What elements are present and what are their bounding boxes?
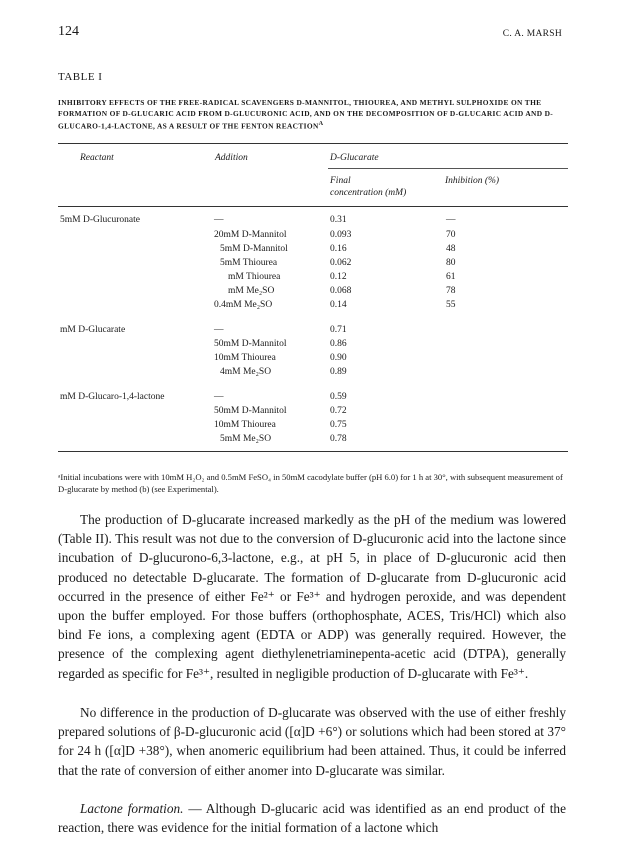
addition-cell: 5mM Thiourea <box>220 258 278 268</box>
addition-cell: 50mM D-Mannitol <box>214 339 287 349</box>
inhib-cell: 48 <box>446 244 456 254</box>
table-bottom-rule <box>58 451 568 452</box>
addition-cell: 5mM Me₂SO <box>220 434 272 444</box>
addition-cell: — <box>214 215 224 225</box>
reactant-label: mM D-Glucaro-1,4-lactone <box>60 392 165 402</box>
conc-cell: 0.86 <box>330 339 347 349</box>
column-header-final-1: Final <box>330 176 351 186</box>
conc-cell: 0.72 <box>330 406 347 416</box>
body-paragraph-2: No difference in the production of D-glucarate was observed with the use of either freshly prepared solutions of β-D-glucuronic acid ([α]D +6°) or solutions which had been stored at 37° for 24 h ([α]D +38°), when anomeric equilibrium had been attained. Thus, it could be inferred that the rate of conversion of either anomer into D-glucarate was similar. <box>58 705 566 778</box>
header-bottom-rule <box>58 206 568 207</box>
conc-cell: 0.093 <box>330 230 352 240</box>
conc-cell: 0.068 <box>330 286 352 296</box>
addition-cell: 0.4mM Me₂SO <box>214 300 273 310</box>
conc-cell: 0.12 <box>330 272 347 282</box>
addition-cell: — <box>214 392 224 402</box>
section-heading: Lactone formation. <box>80 801 184 816</box>
addition-cell: — <box>214 325 224 335</box>
table-caption <box>58 97 568 131</box>
conc-cell: 0.31 <box>330 215 347 225</box>
conc-cell: 0.89 <box>330 367 347 377</box>
table-caption-mark: A <box>318 121 324 127</box>
inhib-cell: — <box>446 215 456 225</box>
conc-cell: 0.71 <box>330 325 347 335</box>
conc-cell: 0.78 <box>330 434 347 444</box>
inhib-cell: 80 <box>446 258 456 268</box>
body-paragraph-1: The production of D-glucarate increased markedly as the pH of the medium was lowered (Table II). This result was not due to the conversion of D-glucuronic acid into the lactone since incubation of D-glucurono-6,3-lactone, e.g., at pH 5, in place of D-glucuronic acid then produced no detectable D-glucarate. The formation of D-glucarate from D-glucuronic acid occurred in the presence of either Fe²⁺ or Fe³⁺ and hydrogen peroxide, and was dependent upon the buffer employed. For those buffers (orthophosphate, ACES, Tris/HCl) which also bind Fe ions, a complexing agent (EDTA or ADP) was generally required. However, the presence of the complexing agent diethylenetriaminepenta-acetic acid (DTPA), generally regarded as specific for Fe³⁺, resulted in negligible production of D-glucarate with Fe³⁺. <box>58 512 566 681</box>
addition-cell: mM Thiourea <box>228 272 281 282</box>
reactant-label: mM D-Glucarate <box>60 325 126 335</box>
inhib-cell: 70 <box>446 230 456 240</box>
conc-cell: 0.75 <box>330 420 347 430</box>
body-paragraph-3 <box>58 799 566 837</box>
conc-cell: 0.90 <box>330 353 347 363</box>
column-header-final-2: concentration (mM) <box>330 188 407 198</box>
column-header-addition: Addition <box>215 153 248 163</box>
addition-cell: 10mM Thiourea <box>214 420 276 430</box>
column-header-glucarate: D-Glucarate <box>330 153 379 163</box>
running-head: C. A. MARSH <box>502 29 562 39</box>
spanner-rule <box>328 168 568 169</box>
conc-cell: 0.16 <box>330 244 347 254</box>
reactant-label: 5mM D-Glucuronate <box>60 215 140 225</box>
table-caption-text: INHIBITORY EFFECTS OF THE FREE-RADICAL SCAVENGERS D-MANNITOL, THIOUREA, AND METHYL SULPHOXIDE ON THE FORMATION OF D-GLUCARIC ACID FROM D-GLUCURONIC ACID, AND ON THE DECOMPOSITION OF D-GLUCARIC ACID AND D-GLUCARO-1,4-LACTONE, AS A RESULT OF THE FENTON REACTION <box>58 98 554 131</box>
addition-cell: 10mM Thiourea <box>214 353 276 363</box>
column-header-reactant: Reactant <box>80 153 114 163</box>
table-label: TABLE I <box>58 71 103 83</box>
addition-cell: mM Me₂SO <box>228 286 275 296</box>
addition-cell: 50mM D-Mannitol <box>214 406 287 416</box>
column-header-inhibition: Inhibition (%) <box>445 176 500 186</box>
page-number: 124 <box>58 24 79 39</box>
inhib-cell: 55 <box>446 300 456 310</box>
conc-cell: 0.062 <box>330 258 352 268</box>
addition-cell: 20mM D-Mannitol <box>214 230 287 240</box>
conc-cell: 0.14 <box>330 300 347 310</box>
table-footnote: ᵃInitial incubations were with 10mM H₂O₂ and 0.5mM FeSO₄ in 50mM cacodylate buffer (pH 6.0) for 1 h at 30°, with subsequent measurement of D-glucarate by method (b) (see Experimental). <box>58 472 563 494</box>
body-paragraph-3-text: — Although D-glucaric acid was identified as an end product of the reaction, there was evidence for the initial formation of a lactone which <box>58 801 566 836</box>
inhib-cell: 78 <box>446 286 456 296</box>
inhib-cell: 61 <box>446 272 456 282</box>
addition-cell: 4mM Me₂SO <box>220 367 272 377</box>
conc-cell: 0.59 <box>330 392 347 402</box>
addition-cell: 5mM D-Mannitol <box>220 244 288 254</box>
table-top-rule <box>58 143 568 144</box>
